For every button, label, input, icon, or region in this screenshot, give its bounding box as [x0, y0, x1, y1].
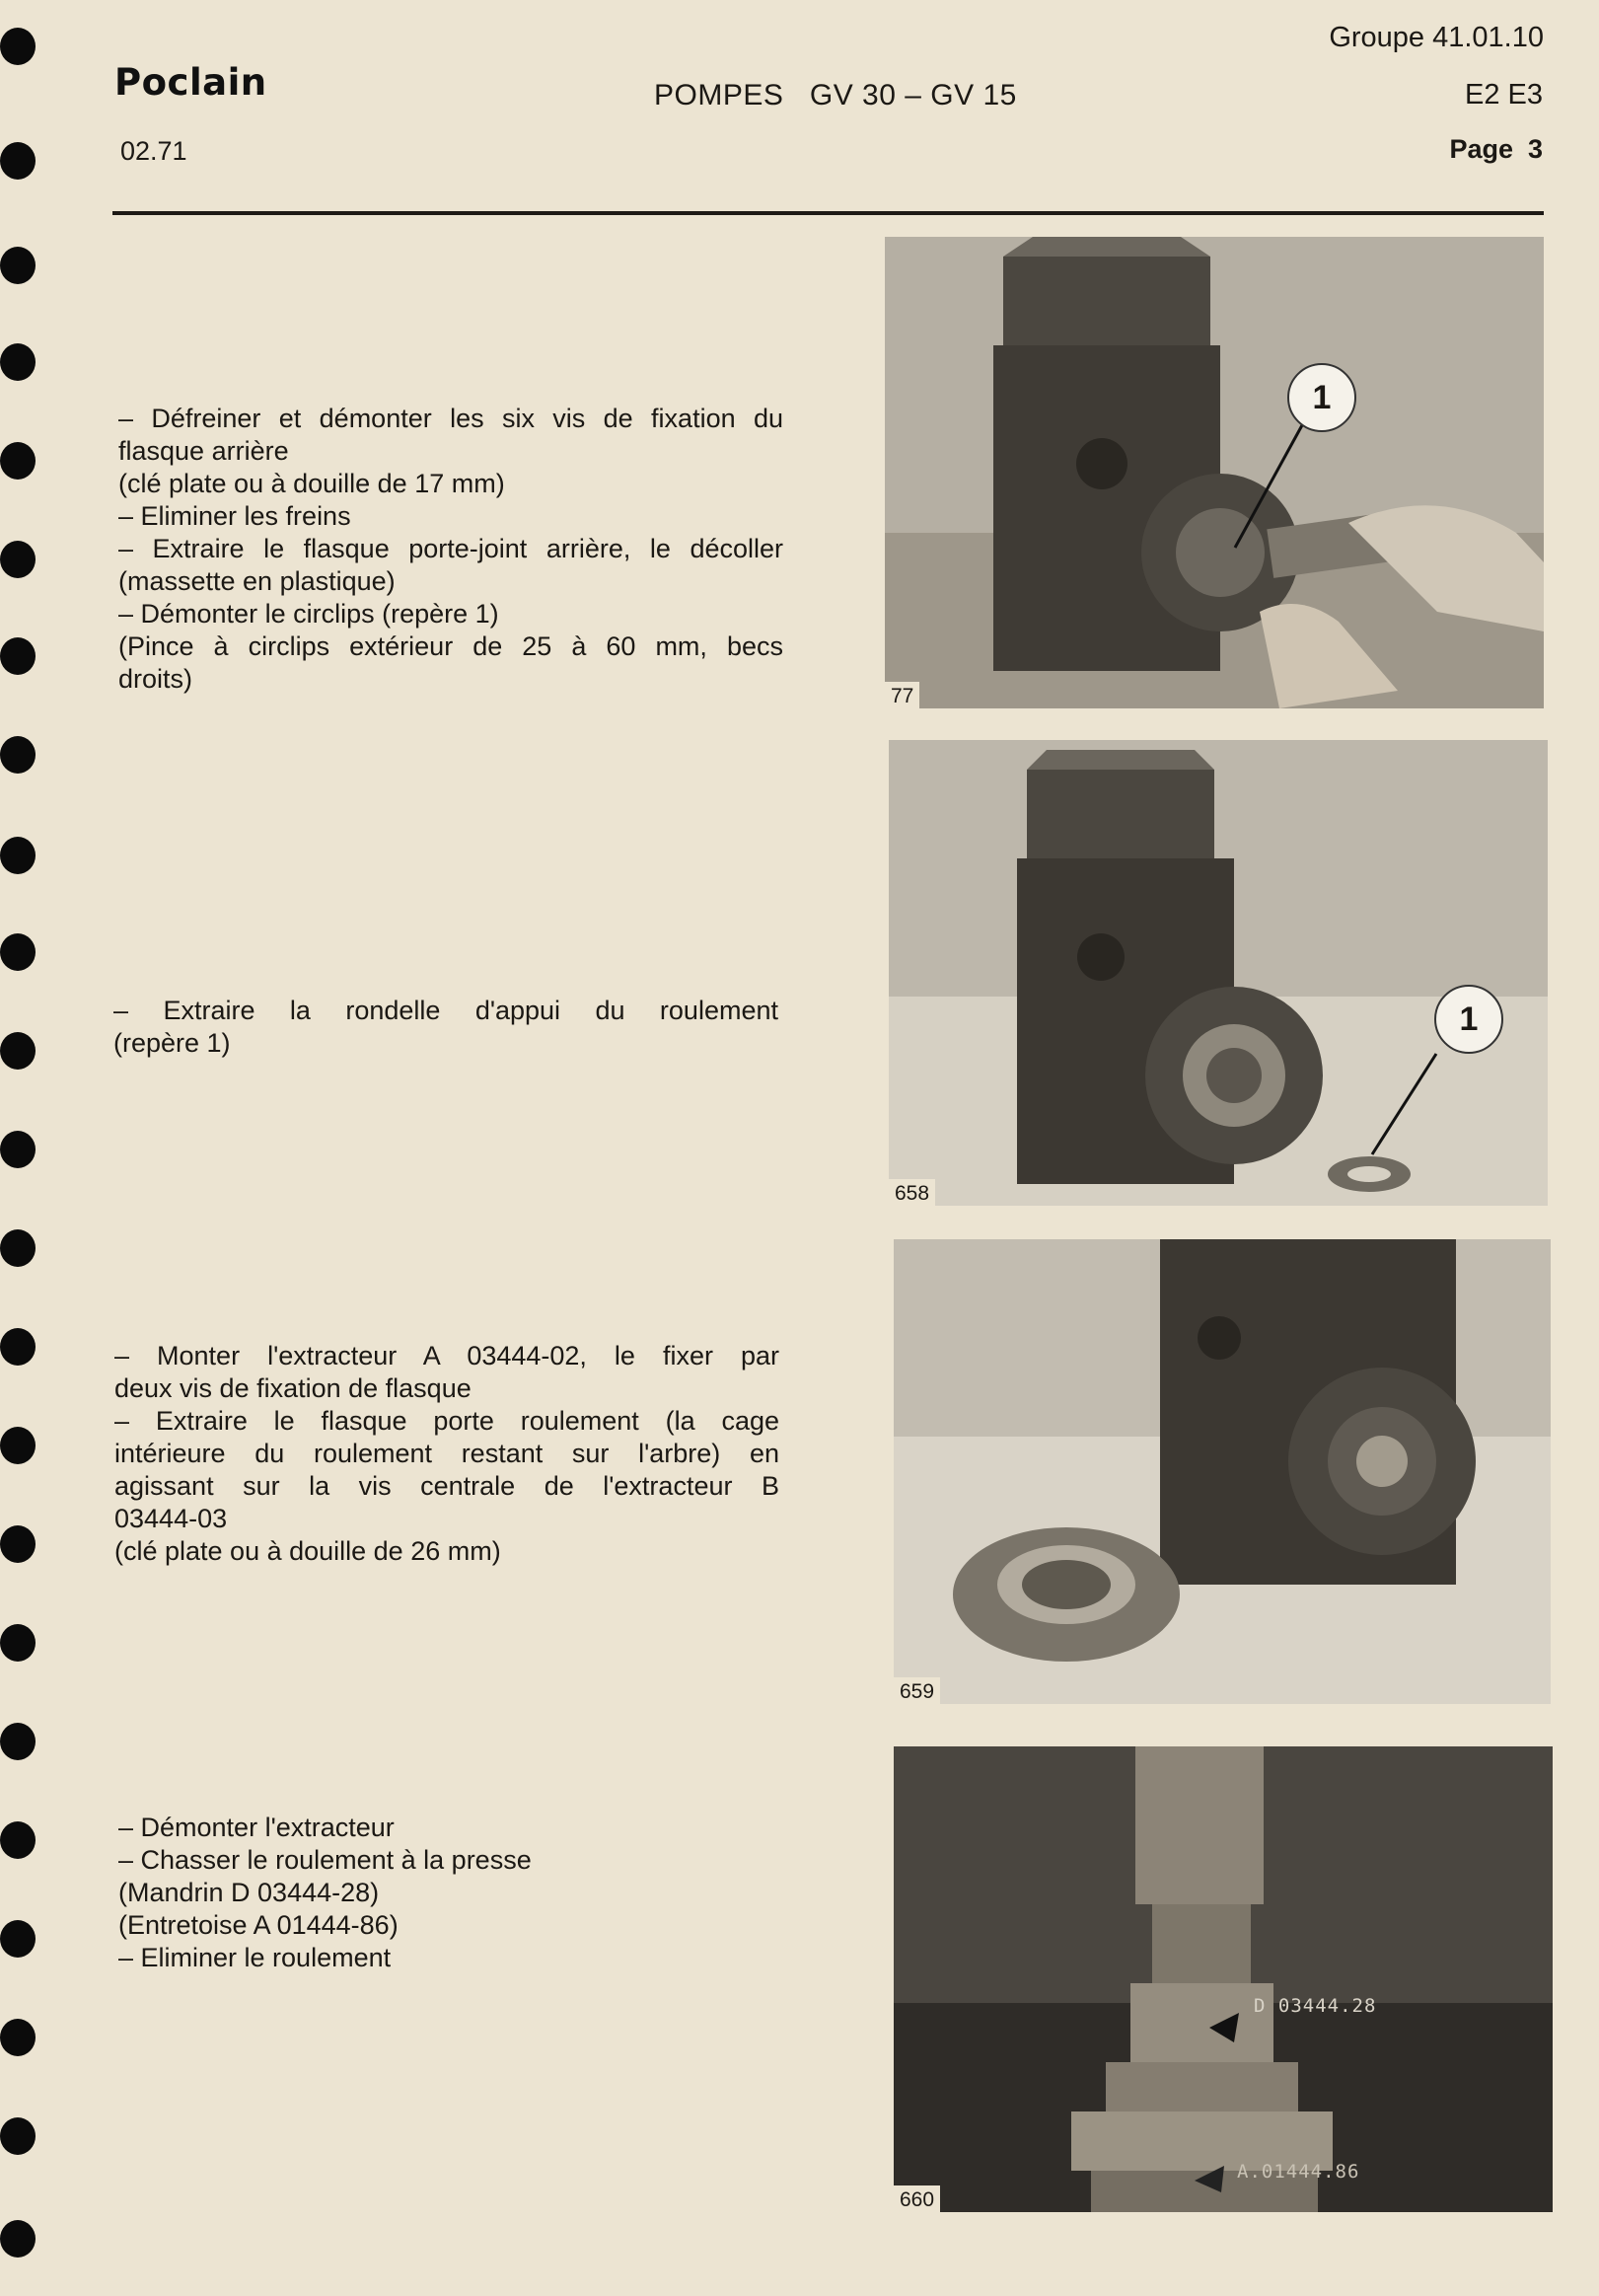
- text-line: (massette en plastique): [118, 566, 396, 596]
- group-number: Groupe 41.01.10: [1329, 22, 1544, 53]
- binder-hole: [0, 2220, 36, 2258]
- tool-label-spacer: A.01444.86: [1237, 2161, 1360, 2183]
- text-line: – Eliminer les freins: [118, 501, 351, 531]
- page-number: Page 3: [1449, 134, 1543, 164]
- binder-holes: [0, 0, 39, 2296]
- binder-hole: [0, 837, 36, 874]
- document-title: POMPES GV 30 – GV 15: [654, 79, 1017, 111]
- step-1-text: [118, 403, 783, 696]
- binder-hole: [0, 1229, 36, 1267]
- brand-logo: Poclain: [114, 61, 267, 104]
- binder-hole: [0, 541, 36, 578]
- callout-marker: 1: [1434, 985, 1503, 1054]
- photo-659: [894, 1239, 1551, 1704]
- press-photo: [894, 1746, 1553, 2212]
- binder-hole: [0, 442, 36, 480]
- text-line: – Monter l'extracteur A 03444-02, le fixer par: [114, 1341, 779, 1370]
- binder-hole: [0, 28, 36, 65]
- text-line: (Pince à circlips extérieur de 25 à 60 mm, becs: [118, 631, 783, 661]
- header-rule: [112, 211, 1544, 215]
- text-line: – Extraire la rondelle d'appui du roulement: [113, 996, 778, 1025]
- pump-photo: [889, 740, 1548, 1206]
- text-line: (repère 1): [113, 1028, 231, 1058]
- binder-hole: [0, 1920, 36, 1958]
- pump-photo: [894, 1239, 1551, 1704]
- photo-77: [885, 237, 1544, 708]
- text-line: droits): [118, 664, 193, 694]
- photo-660: [894, 1746, 1553, 2212]
- binder-hole: [0, 1723, 36, 1760]
- document-date: 02.71: [120, 136, 187, 166]
- text-line: – Démonter le circlips (repère 1): [118, 599, 499, 629]
- text-line: – Extraire le flasque porte roulement (la cage: [114, 1406, 779, 1436]
- text-line: – Eliminer le roulement: [118, 1943, 392, 1972]
- text-line: flasque arrière: [118, 436, 289, 466]
- text-line: (clé plate ou à douille de 26 mm): [114, 1536, 501, 1566]
- tool-label-mandrel: D 03444.28: [1254, 1995, 1377, 2017]
- step-2-text: [113, 995, 778, 1060]
- text-line: 03444-03: [114, 1504, 228, 1533]
- text-line: (clé plate ou à douille de 17 mm): [118, 469, 505, 498]
- binder-hole: [0, 1032, 36, 1070]
- binder-hole: [0, 247, 36, 284]
- binder-hole: [0, 1131, 36, 1168]
- document-code: E2 E3: [1465, 79, 1543, 111]
- binder-hole: [0, 343, 36, 381]
- binder-hole: [0, 1821, 36, 1859]
- binder-hole: [0, 1427, 36, 1464]
- binder-hole: [0, 637, 36, 675]
- text-line: – Démonter l'extracteur: [118, 1813, 395, 1842]
- binder-hole: [0, 2117, 36, 2155]
- text-line: agissant sur la vis centrale de l'extracteur B: [114, 1471, 779, 1501]
- pump-photo: [885, 237, 1544, 708]
- text-line: (Entretoise A 01444-86): [118, 1910, 399, 1940]
- text-line: – Chasser le roulement à la presse: [118, 1845, 532, 1875]
- photo-658: [889, 740, 1548, 1206]
- figure-number: 658: [889, 1179, 935, 1206]
- step-3-text: [114, 1340, 779, 1568]
- step-4-text: [118, 1812, 783, 1974]
- binder-hole: [0, 1328, 36, 1366]
- callout-marker: 1: [1287, 363, 1356, 432]
- text-line: (Mandrin D 03444-28): [118, 1878, 380, 1907]
- binder-hole: [0, 142, 36, 180]
- binder-hole: [0, 736, 36, 774]
- binder-hole: [0, 933, 36, 971]
- text-line: – Défreiner et démonter les six vis de fixation du: [118, 404, 783, 433]
- figure-number: 660: [894, 2185, 940, 2212]
- binder-hole: [0, 1525, 36, 1563]
- text-line: – Extraire le flasque porte-joint arrière, le décoller: [118, 534, 783, 563]
- figure-number: 77: [885, 682, 919, 708]
- text-line: deux vis de fixation de flasque: [114, 1373, 472, 1403]
- binder-hole: [0, 2019, 36, 2056]
- text-line: intérieure du roulement restant sur l'arbre) en: [114, 1439, 779, 1468]
- figure-number: 659: [894, 1677, 940, 1704]
- binder-hole: [0, 1624, 36, 1662]
